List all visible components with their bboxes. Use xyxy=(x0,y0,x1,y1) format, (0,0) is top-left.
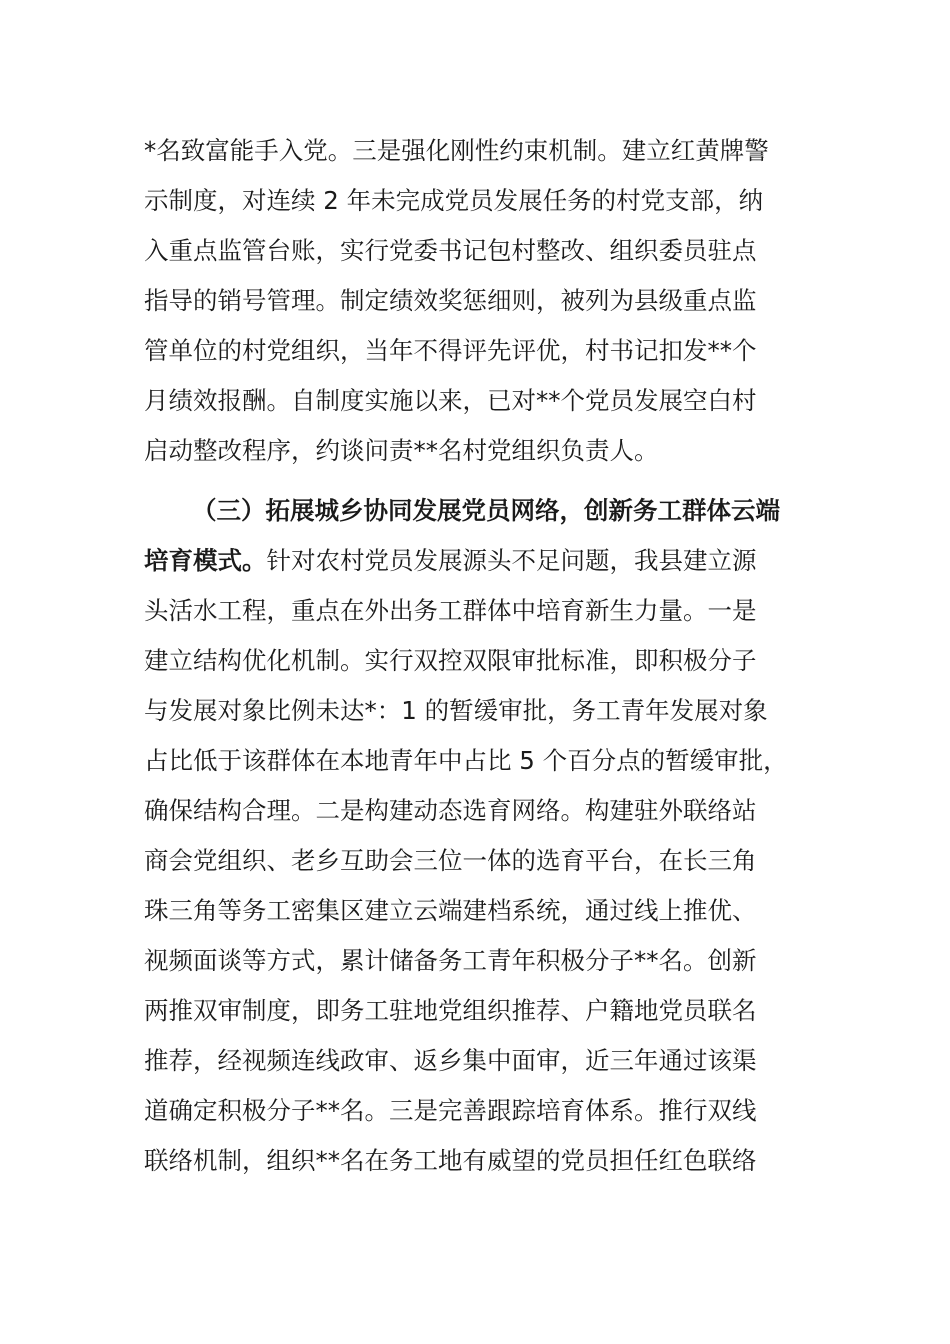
text-line: *名致富能手入党。三是强化刚性约束机制。建立红黄牌警 xyxy=(144,136,769,165)
text-line: 启动整改程序，约谈问责**名村党组织负责人。 xyxy=(144,436,659,465)
text-line: 入重点监管台账，实行党委书记包村整改、组织委员驻点 xyxy=(144,236,757,265)
text-line: 珠三角等务工密集区建立云端建档系统，通过线上推优、 xyxy=(144,896,757,925)
text-line: 两推双审制度，即务工驻地党组织推荐、户籍地党员联名 xyxy=(144,996,757,1025)
text-line: 头活水工程，重点在外出务工群体中培育新生力量。一是 xyxy=(144,596,757,625)
text-line: 指导的销号管理。制定绩效奖惩细则，被列为县级重点监 xyxy=(144,286,757,315)
paragraph-2 xyxy=(144,486,844,1186)
text-run: 针对农村党员发展源头不足问题，我县建立源 xyxy=(266,546,757,575)
text-line: 道确定积极分子**名。三是完善跟踪培育体系。推行双线 xyxy=(144,1096,757,1125)
text-line: 与发展对象比例未达*：1 的暂缓审批，务工青年发展对象 xyxy=(144,696,768,725)
text-line: 确保结构合理。二是构建动态选育网络。构建驻外联络站 xyxy=(144,796,757,825)
text-line: 建立结构优化机制。实行双控双限审批标准，即积极分子 xyxy=(144,646,757,675)
text-line: 占比低于该群体在本地青年中占比 5 个百分点的暂缓审批， xyxy=(144,746,788,775)
section-heading: （三）拓展城乡协同发展党员网络，创新务工群体云端 xyxy=(192,496,780,525)
text-line: 示制度，对连续 2 年未完成党员发展任务的村党支部，纳 xyxy=(144,186,764,215)
text-line: 视频面谈等方式，累计储备务工青年积极分子**名。创新 xyxy=(144,946,757,975)
paragraph-1 xyxy=(144,126,844,476)
text-line: 商会党组织、老乡互助会三位一体的选育平台，在长三角 xyxy=(144,846,757,875)
text-line: 月绩效报酬。自制度实施以来，已对**个党员发展空白村 xyxy=(144,386,757,415)
text-line: 联络机制，组织**名在务工地有威望的党员担任红色联络 xyxy=(144,1146,757,1175)
section-heading-end: 培育模式。 xyxy=(144,546,267,575)
text-line: 推荐，经视频连线政审、返乡集中面审，近三年通过该渠 xyxy=(144,1046,757,1075)
text-line xyxy=(144,536,844,586)
text-line: 管单位的村党组织，当年不得评先评优，村书记扣发**个 xyxy=(144,336,757,365)
